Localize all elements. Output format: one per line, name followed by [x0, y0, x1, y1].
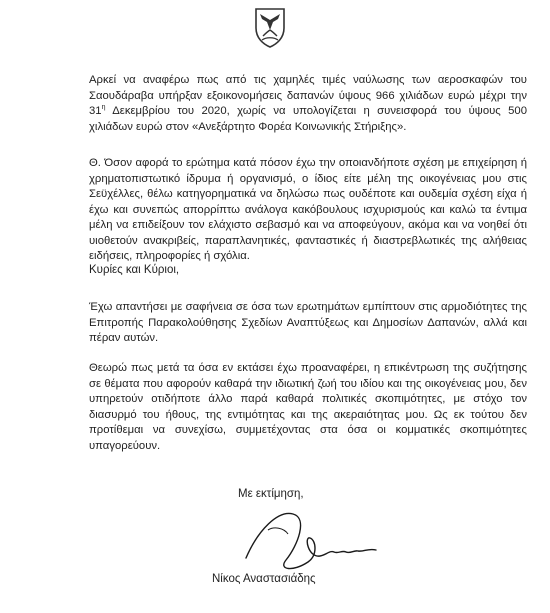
signature-icon	[238, 500, 388, 578]
coat-of-arms-icon	[253, 6, 287, 48]
closing-line: Με εκτίμηση,	[238, 488, 304, 500]
paragraph-closing-remarks: Θεωρώ πως μετά τα όσα εν εκτάσει έχω προαναφέρει, η επικέντρωση της συζήτησης σε θέματα που αφορούν καθαρά την ιδιωτική ζωή του ιδίου και της οικογένειας μου, δεν υπηρετούν οτιδήποτε άλλο παρά καθαρά πολιτικές σκοπιμότητες, με στόχο τον διασυρμό του ήθους, της εντιμότητας και της ακεραιότητας μου. Ως εκ τούτου δεν προτίθεμαι να συνεχίσω, συμμετέχοντας στα όσα οι κομματικές σκοπιμότητες υπαγορεύουν.	[89, 362, 527, 452]
signer-name: Νίκος Αναστασιάδης	[212, 573, 316, 585]
paragraph-answers: Έχω απαντήσει με σαφήνεια σε όσα των ερωτημάτων εμπίπτουν στις αρμοδιότητες της Επιτροπής Παρακολούθησης Σχεδίων Αναπτύξεως και Δημοσίων Δαπανών, αλλά και πέραν αυτών.	[89, 301, 527, 344]
paragraph-savings: Αρκεί να αναφέρω πως από τις χαμηλές τιμές ναύλωσης των αεροσκαφών του Σαουδάραβα υπήρξαν εξοικονομήσεις δαπανών ύψους 966 χιλιάδων ευρώ μέχρι την $31^\eta$ Δεκεμβρίου του 2020, χωρίς να υπολογίζεται η συνεισφορά του ύψους 500 χιλιάδων ευρώ στον «Ανεξάρτητο Φορέα Κοινωνικής Στήριξης».	[89, 74, 527, 133]
paragraph-seychelles: Θ. Όσον αφορά το ερώτημα κατά πόσον έχω την οποιανδήποτε σχέση με επιχείρηση ή χρηματοπιστωτικό ίδρυμα ή οργανισμό, ο ίδιος είτε μέλη της οικογένειας μου στις Σεϋχέλλες, θέλω κατηγορηματικά να δηλώσω πως ουδέποτε και ουδεμία σχέση είχα ή έχω και συνεπώς απορρίπτω ανάλογα κακόβουλους ισχυρισμούς και καλώ τα έντιμα μέλη να επιδείξουν τον ελάχιστο σεβασμό και να αποφεύγουν, ακόμα και να νοηθεί ότι υιοθετούν ανακριβείς, παραπλανητικές, φανταστικές ή διαστρεβλωτικές της αλήθειας ειδήσεις, πληροφορίες ή σχόλια.	[89, 157, 527, 262]
salutation: Κυρίες και Κύριοι,	[89, 264, 180, 276]
